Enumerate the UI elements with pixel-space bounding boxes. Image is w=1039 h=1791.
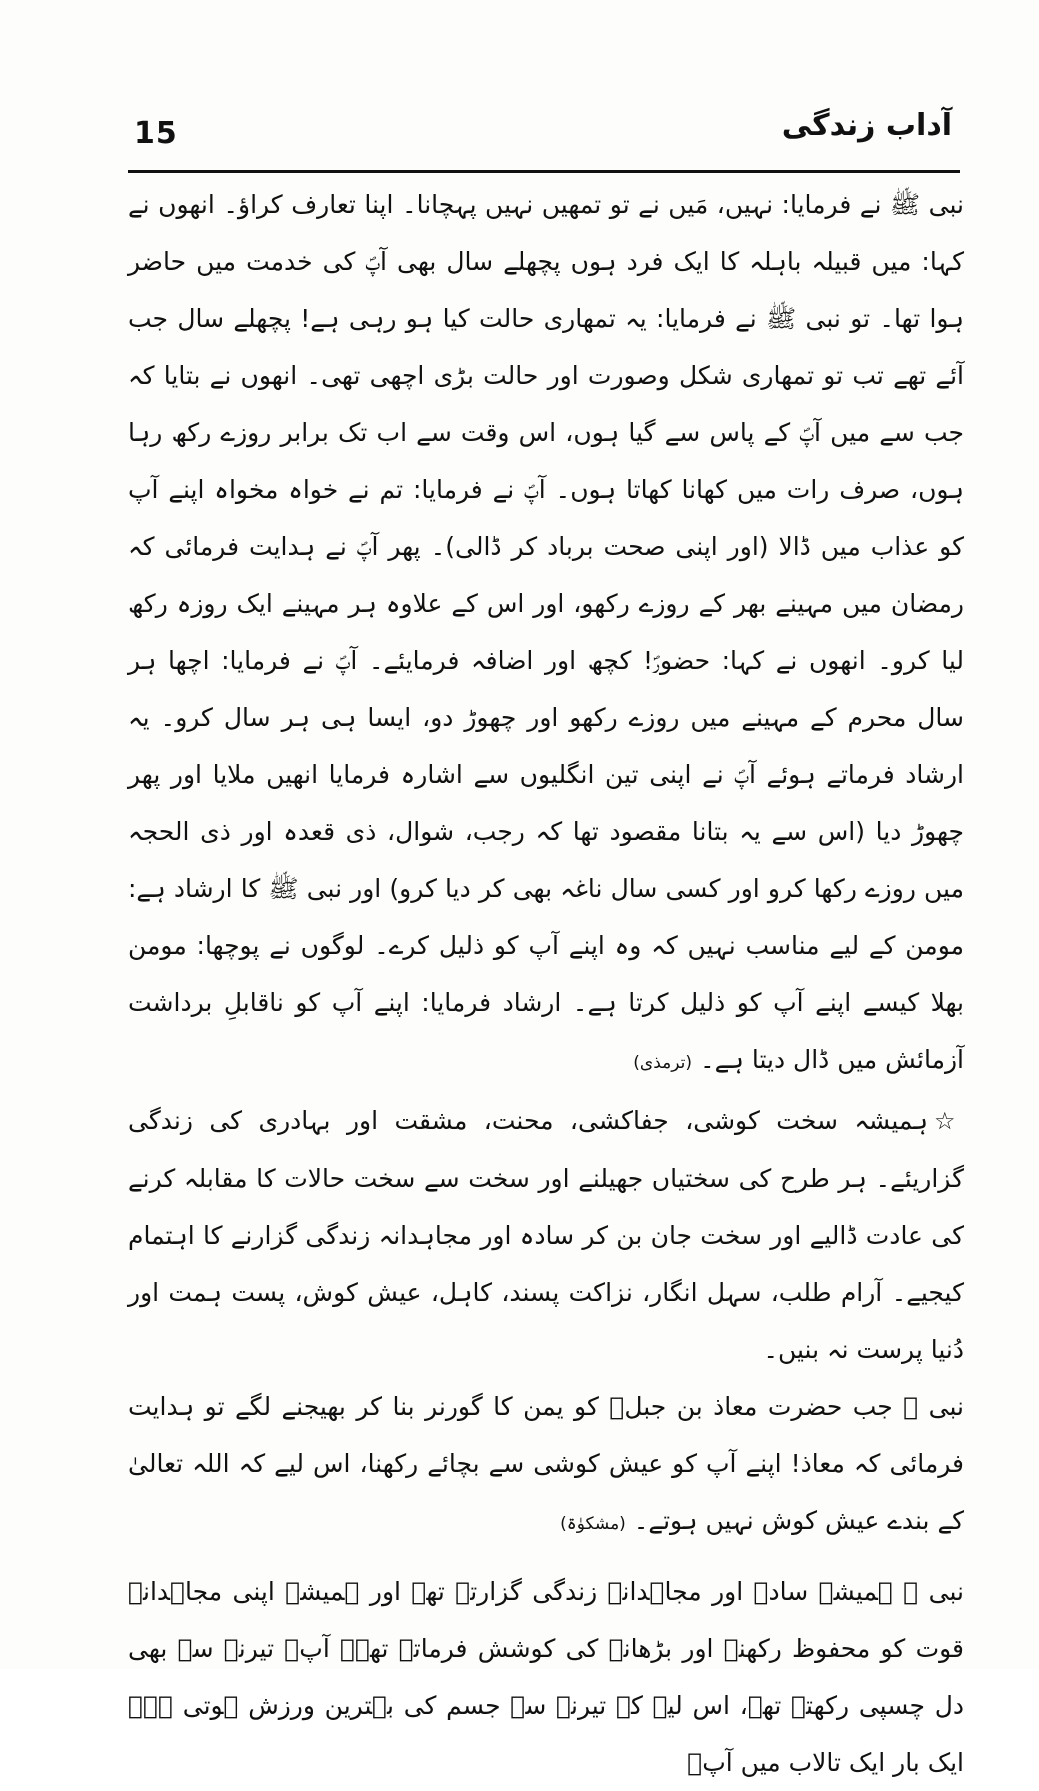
paragraph-2 — [128, 1092, 964, 1378]
running-title: آداب زندگی — [781, 108, 952, 143]
paragraph-1-text: نبی ﷺ نے فرمایا: نہیں، مَیں نے تو تمھیں نہیں پہچانا۔ اپنا تعارف کراؤ۔ انھوں نے کہا: میں قبیلہ باہلہ کا ایک فرد ہوں پچھلے سال بھی آپؐ کی خدمت میں حاضر ہوا تھا۔ تو نبی ﷺ نے فرمایا: یہ تمھاری حالت کیا ہو رہی ہے! پچھلے سال جب آئے تھے تب تو تمھاری شکل وصورت اور حالت بڑی اچھی تھی۔ انھوں نے بتایا کہ جب سے میں آپؐ کے پاس سے گیا ہوں، اس وقت سے اب تک برابر روزے رکھ رہا ہوں، صرف رات میں کھانا کھاتا ہوں۔ آپؐ نے فرمایا: تم نے خواہ مخواہ اپنے آپ کو عذاب میں ڈالا (اور اپنی صحت برباد کر ڈالی)۔ پھر آپؐ نے ہدایت فرمائی کہ رمضان میں مہینے بھر کے روزے رکھو، اور اس کے علاوہ ہر مہینے ایک روزہ رکھ لیا کرو۔ انھوں نے کہا: حضورؐ! کچھ اور اضافہ فرمایئے۔ آپؐ نے فرمایا: اچھا ہر سال محرم کے مہینے میں روزے رکھو اور چھوڑ دو، ایسا ہی ہر سال کرو۔ یہ ارشاد فرماتے ہوئے آپؐ نے اپنی تین انگلیوں سے اشارہ فرمایا انھیں ملایا اور پھر چھوڑ دیا (اس سے یہ بتانا مقصود تھا کہ رجب، شوال، ذی قعدہ اور ذی الحجہ میں روزے رکھا کرو اور کسی سال ناغہ بھی کر دیا کرو) اور نبی ﷺ کا ارشاد ہے: مومن کے لیے مناسب نہیں کہ وہ اپنے آپ کو ذلیل کرے۔ لوگوں نے پوچھا: مومن بھلا کیسے اپنے آپ کو ذلیل کرتا ہے۔ ارشاد فرمایا: اپنے آپ کو ناقابلِ برداشت آزمائش میں ڈال دیتا ہے۔ — [128, 190, 964, 1074]
reference-mishkat: (مشکوٰۃ) — [560, 1514, 626, 1534]
page-body — [128, 176, 964, 1777]
page-header — [120, 108, 960, 168]
paragraph-4 — [128, 1563, 964, 1791]
reference-tirmidhi: (ترمذی) — [633, 1053, 692, 1073]
star-bullet-icon: ☆ — [933, 1107, 964, 1135]
header-rule — [128, 170, 960, 173]
paragraph-4-text: نبی ﷺ ہمیشہ سادہ اور مجاہدانہ زندگی گزارتے تھے اور ہمیشہ اپنی مجاہدانہ قوت کو محفوظ رکھنے اور بڑھانے کی کوشش فرماتے تھے۔ آپؐ تیرنے سے بھی دل چسپی رکھتے تھے، اس لیے کہ تیرنے سے جسم کی بہترین ورزش ہوتی ہے۔ ایک بار ایک تالاب میں آپؐ — [128, 1577, 964, 1777]
paragraph-3 — [128, 1378, 964, 1553]
page-number: 15 — [134, 116, 178, 151]
paragraph-3-text: نبی ﷺ جب حضرت معاذ بن جبلؓ کو یمن کا گورنر بنا کر بھیجنے لگے تو ہدایت فرمائی کہ معاذ! اپنے آپ کو عیش کوشی سے بچائے رکھنا، اس لیے کہ اللہ تعالیٰ کے بندے عیش کوش نہیں ہوتے۔ — [128, 1392, 964, 1535]
paragraph-2-text: ہمیشہ سخت کوشی، جفاکشی، محنت، مشقت اور بہادری کی زندگی گزاریئے۔ ہر طرح کی سختیاں جھیلنے اور سخت سے سخت حالات کا مقابلہ کرنے کی عادت ڈالیے اور سخت جان بن کر سادہ اور مجاہدانہ زندگی گزارنے کا اہتمام کیجیے۔ آرام طلب، سہل انگار، نزاکت پسند، کاہل، عیش کوش، پست ہمت اور دُنیا پرست نہ بنیں۔ — [128, 1106, 964, 1364]
paragraph-1 — [128, 176, 964, 1092]
